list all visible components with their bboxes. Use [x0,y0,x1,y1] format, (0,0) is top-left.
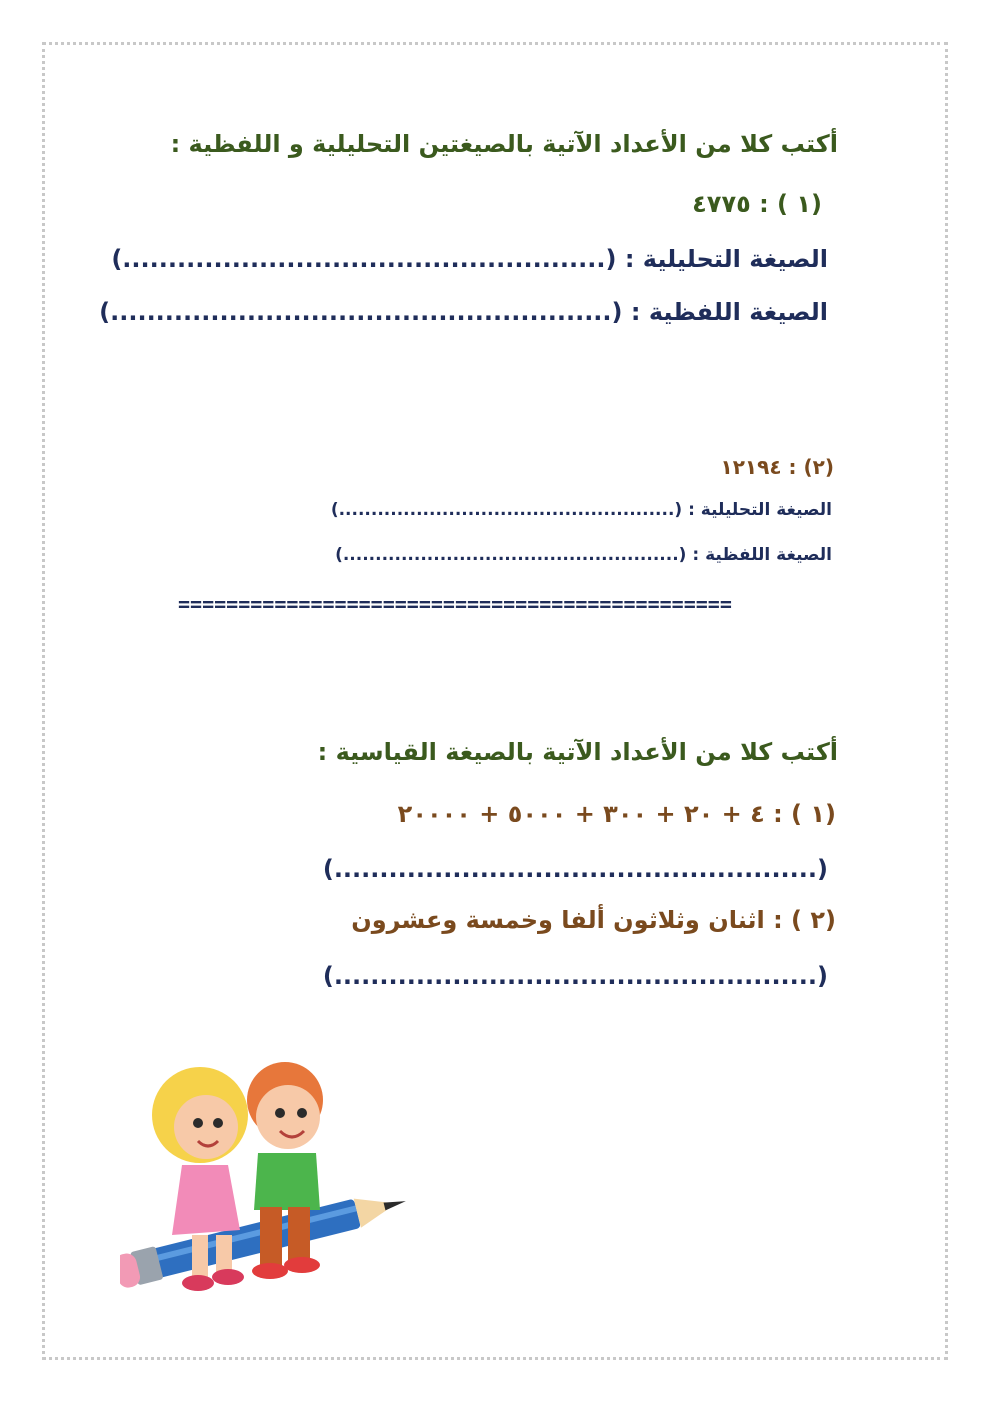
section1-q1-verbal: الصيغة اللفظية : (.......................................................) [99,298,828,326]
section2-q2-answer: (.....................................................) [322,962,828,990]
separator-line: ============================================== [178,592,732,612]
section1-q1-analytic: الصيغة التحليلية : (.....................................................) [111,245,828,273]
section2-q1-answer: (.....................................................) [322,855,828,883]
section1-q2-analytic: الصيغة التحليلية : (....................................................) [330,500,832,520]
section2-title: أكتب كلا من الأعداد الآتية بالصيغة القياسية : [317,738,838,766]
section1-q2-label: (٢) : ١٢١٩٤ [720,455,834,479]
section1-q1-label: (١ ) : ٤٧٧٥ [692,190,822,218]
children-riding-pencil-icon [120,1055,420,1315]
section1-q2-verbal: الصيغة اللفظية : (....................................................) [335,545,832,565]
section2-q2-label: (٢ ) : اثنان وثلاثون ألفا وخمسة وعشرون [351,906,836,934]
section1-title: أكتب كلا من الأعداد الآتية بالصيغتين التحليلية و اللفظية : [170,130,838,158]
section2-q1-label: (١ ) : ٤ + ٢٠ + ٣٠٠ + ٥٠٠٠ + ٢٠٠٠٠ [397,800,836,828]
